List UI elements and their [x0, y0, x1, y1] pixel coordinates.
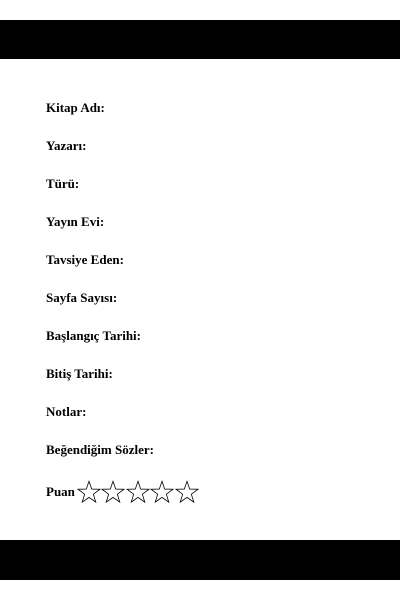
field-notes-label: Notlar: [46, 404, 87, 419]
star-outline-icon[interactable] [126, 480, 150, 504]
field-end-date-label: Bitiş Tarihi: [46, 366, 113, 381]
rating-stars[interactable] [77, 480, 200, 504]
footer-bar [0, 540, 400, 580]
field-favorite-quotes-label: Beğendiğim Sözler: [46, 442, 154, 457]
field-author-label: Yazarı: [46, 138, 87, 153]
star-outline-icon[interactable] [101, 480, 125, 504]
rating-label: Puan [46, 484, 75, 499]
star-outline-icon[interactable] [77, 480, 101, 504]
field-publisher-label: Yayın Evi: [46, 214, 105, 229]
field-genre-label: Türü: [46, 176, 80, 191]
field-book-title-label: Kitap Adı: [46, 100, 105, 115]
header-bar [0, 20, 400, 59]
field-recommended-by-label: Tavsiye Eden: [46, 252, 124, 267]
star-outline-icon[interactable] [150, 480, 174, 504]
field-start-date-label: Başlangıç Tarihi: [46, 328, 141, 343]
star-outline-icon[interactable] [175, 480, 199, 504]
rating-row [46, 480, 199, 504]
field-page-count-label: Sayfa Sayısı: [46, 290, 118, 305]
